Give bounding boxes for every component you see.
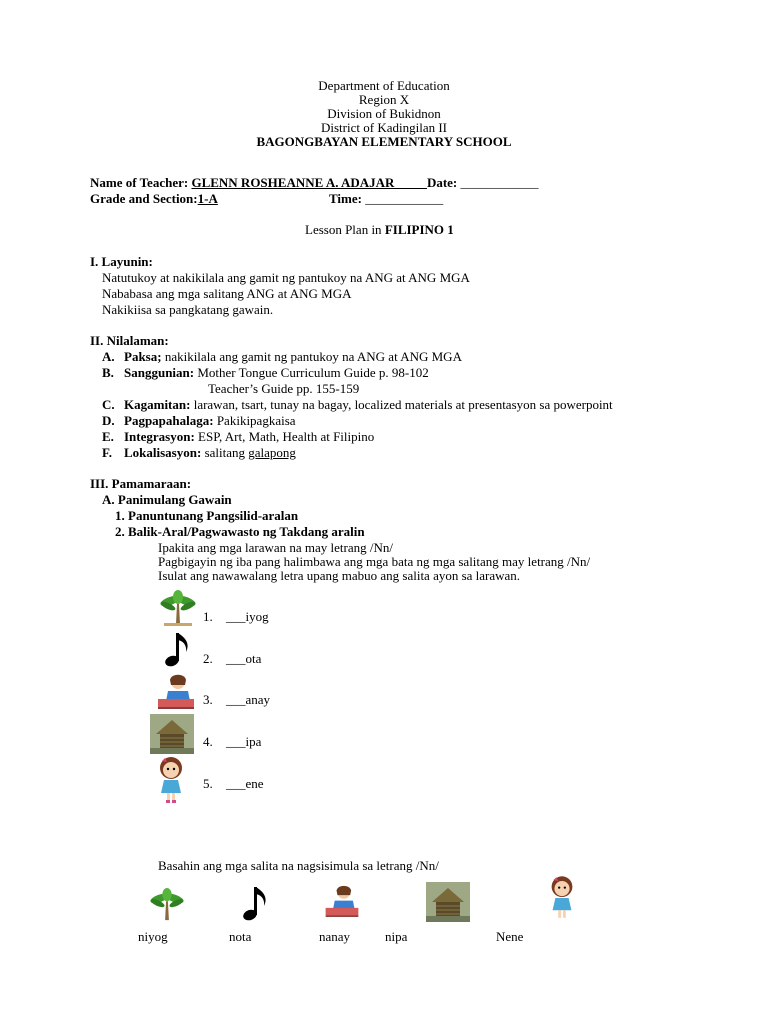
exercise-word: ___ene	[226, 776, 264, 791]
exercise-item	[203, 692, 270, 707]
district-line: District of Kadingilan II	[321, 120, 447, 135]
girl-icon	[153, 756, 189, 804]
exercise-number: 3.	[203, 692, 213, 707]
galapong-word: galapong	[248, 445, 296, 460]
item-label: Paksa;	[124, 349, 162, 364]
item-text: larawan, tsart, tunay na bagay, localized materials at presentasyon sa powerpoint	[190, 397, 613, 412]
date-label: Date:	[426, 175, 458, 190]
girl-icon	[545, 874, 579, 922]
step-2: 2. Balik-Aral/Pagwawasto ng Takdang aralin	[115, 524, 365, 539]
item-text: Mother Tongue Curriculum Guide p. 98-102	[194, 365, 429, 380]
item-label: Sanggunian:	[124, 365, 195, 380]
grade-label: Grade and Section:	[90, 191, 198, 206]
reading-word: nota	[229, 929, 252, 944]
instruction-line: Pagbigayin ng iba pang halimbawa ang mga bata ng mga salitang may letrang /Nn/	[158, 554, 591, 569]
nipa-hut-icon	[150, 714, 194, 754]
item-letter: D.	[102, 413, 115, 428]
music-note-icon	[238, 884, 272, 924]
reading-word: Nene	[496, 929, 524, 944]
nilalaman-item	[102, 413, 296, 428]
grade-value: 1-A	[197, 191, 218, 206]
department-line: Department of Education	[318, 78, 450, 93]
nilalaman-item	[102, 365, 429, 380]
step-1: 1. Panuntunang Pangsilid-aralan	[115, 508, 299, 523]
layunin-line: Nakikiisa sa pangkatang gawain.	[102, 302, 274, 317]
item-letter: A.	[102, 349, 115, 364]
exercise-item	[203, 734, 261, 749]
date-blank: ____________	[460, 175, 539, 190]
layunin-heading: I. Layunin:	[90, 254, 153, 269]
instruction-line: Ipakita ang mga larawan na may letrang /Nn/	[158, 540, 393, 555]
teachers-guide-line: Teacher’s Guide pp. 155-159	[208, 381, 360, 396]
exercise-word: ___ota	[226, 651, 262, 666]
item-text: salitang	[201, 445, 249, 460]
exercise-word: ___iyog	[226, 609, 269, 624]
item-label: Integrasyon:	[124, 429, 195, 444]
nilalaman-item	[102, 349, 462, 364]
item-letter: F.	[102, 445, 112, 460]
lesson-prefix: Lesson Plan in	[305, 222, 382, 237]
reading-word: niyog	[138, 929, 168, 944]
pamamaraan-heading: III. Pamamaraan:	[90, 476, 192, 491]
exercise-word: ___anay	[226, 692, 271, 707]
teacher-name: GLENN ROSHEANNE A. ADAJAR_____	[191, 175, 427, 190]
nilalaman-item	[102, 445, 296, 460]
panimulang-gawain: A. Panimulang Gawain	[102, 492, 232, 507]
layunin-line: Natutukoy at nakikilala ang gamit ng pantukoy na ANG at ANG MGA	[102, 270, 470, 285]
teacher-label: Name of Teacher:	[90, 175, 189, 190]
item-text: ESP, Art, Math, Health at Filipino	[194, 429, 375, 444]
item-text: nakikilala ang gamit ng pantukoy na ANG at ANG MGA	[161, 349, 462, 364]
item-text: Pakikipagkaisa	[213, 413, 296, 428]
item-label: Kagamitan:	[124, 397, 191, 412]
exercise-number: 1.	[203, 609, 213, 624]
time-blank: ____________	[365, 191, 444, 206]
nilalaman-item	[102, 429, 374, 444]
instruction-line: Isulat ang nawawalang letra upang mabuo ang salita ayon sa larawan.	[158, 568, 521, 583]
region-line: Region X	[358, 92, 410, 107]
exercise-number: 2.	[203, 651, 213, 666]
nipa-hut-icon	[426, 882, 470, 922]
layunin-line: Nababasa ang mga salitang ANG at ANG MGA	[102, 286, 352, 301]
nilalaman-heading: II. Nilalaman:	[90, 333, 169, 348]
reading-word: nipa	[385, 929, 408, 944]
music-note-icon	[160, 630, 194, 670]
time-row	[329, 191, 443, 206]
exercise-number: 5.	[203, 776, 213, 791]
exercise-item	[203, 609, 269, 624]
item-label: Lokalisasyon:	[124, 445, 202, 460]
palm-tree-icon	[158, 590, 198, 626]
item-letter: E.	[102, 429, 114, 444]
exercise-word: ___ipa	[226, 734, 262, 749]
mother-icon	[322, 884, 362, 919]
exercise-number: 4.	[203, 734, 213, 749]
reading-instruction: Basahin ang mga salita na nagsisimula sa letrang /Nn/	[158, 858, 439, 873]
teacher-row	[90, 175, 539, 190]
grade-row	[90, 191, 218, 206]
palm-tree-icon	[148, 888, 186, 922]
reading-word: nanay	[319, 929, 351, 944]
item-label: Pagpapahalaga:	[124, 413, 214, 428]
school-name: BAGONGBAYAN ELEMENTARY SCHOOL	[256, 134, 512, 149]
item-letter: C.	[102, 397, 115, 412]
item-letter: B.	[102, 365, 114, 380]
division-line: Division of Bukidnon	[327, 106, 441, 121]
lesson-title	[305, 222, 454, 237]
exercise-item	[203, 776, 264, 791]
time-label: Time:	[329, 191, 362, 206]
exercise-item	[203, 651, 261, 666]
mother-icon	[154, 673, 198, 711]
lesson-subject: FILIPINO 1	[384, 222, 454, 237]
nilalaman-item	[102, 397, 613, 412]
